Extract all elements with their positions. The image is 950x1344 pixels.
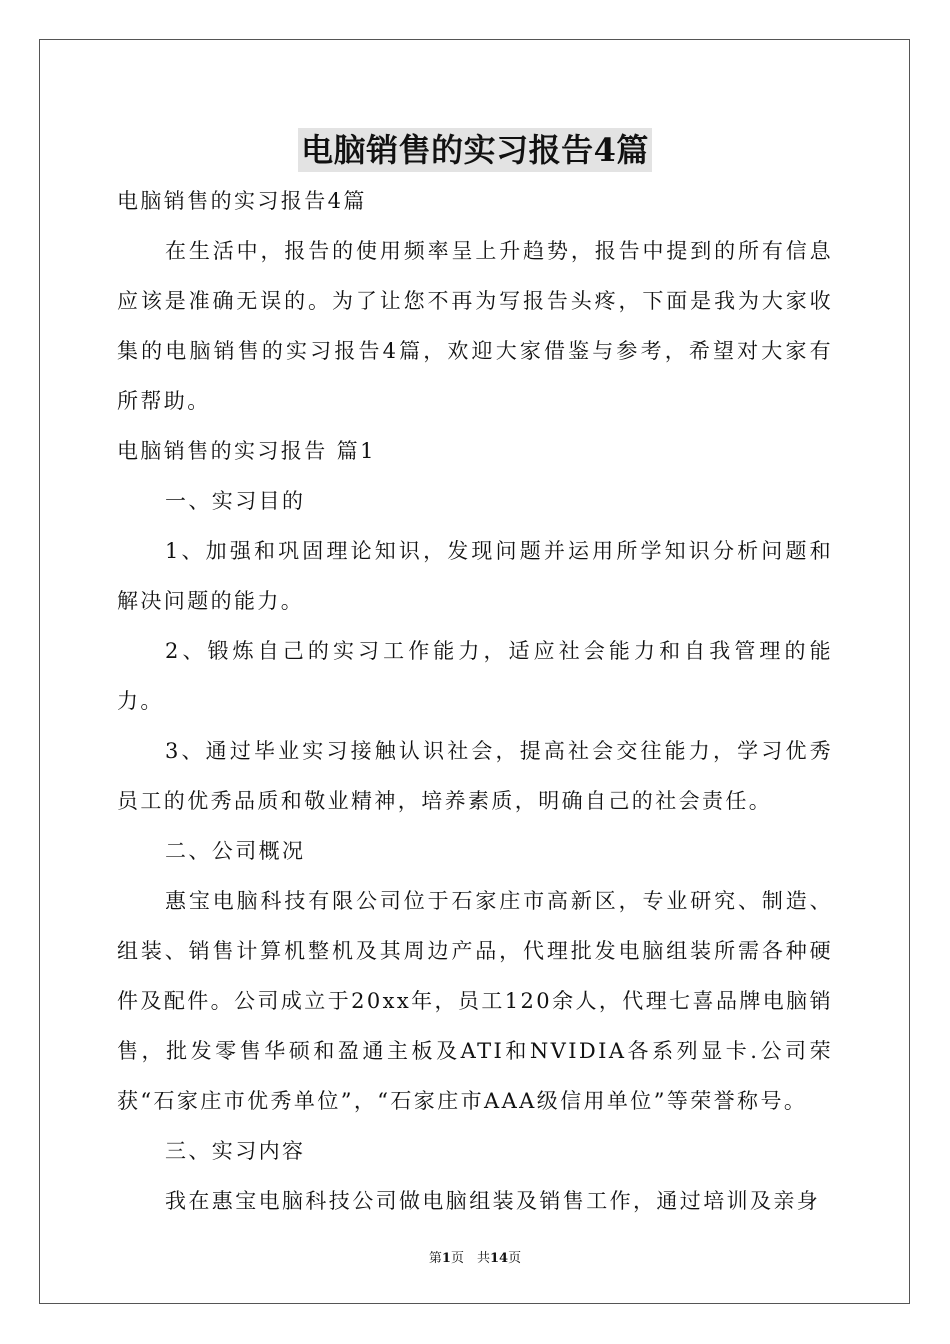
paragraph: 3、通过毕业实习接触认识社会，提高社会交往能力，学习优秀员工的优秀品质和敬业精神，培养素质，明确自己的社会责任。 bbox=[117, 739, 833, 813]
document-body bbox=[117, 176, 833, 1226]
document-title: 电脑销售的实习报告4篇 bbox=[298, 128, 652, 172]
footer-mid: 页 共 bbox=[450, 1251, 490, 1266]
section-heading: 一、实习目的 bbox=[165, 489, 306, 513]
page-footer bbox=[0, 1247, 950, 1266]
title-container bbox=[0, 128, 950, 172]
paragraph: 1、加强和巩固理论知识，发现问题并运用所学知识分析问题和解决问题的能力。 bbox=[117, 539, 833, 613]
footer-prefix: 第 bbox=[428, 1251, 442, 1266]
paragraph: 在生活中，报告的使用频率呈上升趋势，报告中提到的所有信息应该是准确无误的。为了让您不再为写报告头疼，下面是我为大家收集的电脑销售的实习报告4篇，欢迎大家借鉴与参考，希望对大家有所帮助。 bbox=[117, 239, 833, 413]
paragraph: 电脑销售的实习报告 篇1 bbox=[117, 439, 376, 463]
paragraph: 2、锻炼自己的实习工作能力，适应社会能力和自我管理的能力。 bbox=[117, 639, 833, 713]
footer-page-number: 1 bbox=[441, 1251, 451, 1266]
footer-total-pages: 14 bbox=[489, 1251, 509, 1266]
section-heading: 二、公司概况 bbox=[165, 839, 306, 863]
paragraph: 电脑销售的实习报告4篇 bbox=[117, 189, 367, 213]
footer-suffix: 页 bbox=[508, 1251, 522, 1266]
paragraph: 我在惠宝电脑科技公司做电脑组装及销售工作，通过培训及亲身 bbox=[165, 1189, 821, 1213]
section-heading: 三、实习内容 bbox=[165, 1139, 306, 1163]
paragraph: 惠宝电脑科技有限公司位于石家庄市高新区，专业研究、制造、组装、销售计算机整机及其周边产品，代理批发电脑组装所需各种硬件及配件。公司成立于20xx年，员工120余人，代理七喜品牌电脑销售，批发零售华硕和盈通主板及ATI和NVIDIA各系列显卡.公司荣获“石家庄市优秀单位”，“石家庄市AAA级信用单位”等荣誉称号。 bbox=[117, 889, 833, 1113]
